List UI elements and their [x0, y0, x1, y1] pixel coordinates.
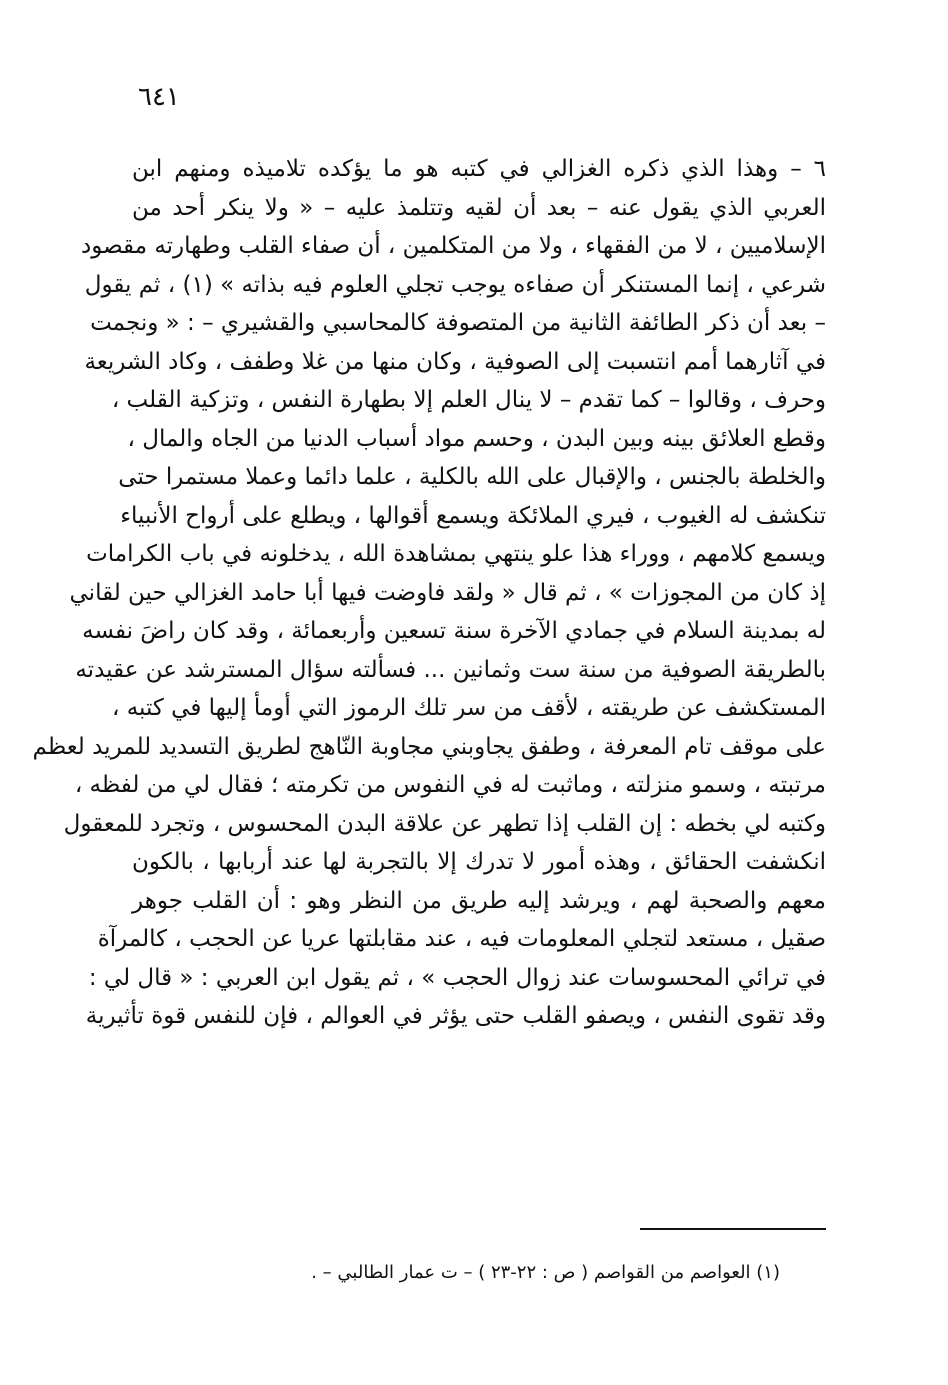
text-line: الإسلاميين ، لا من الفقهاء ، ولا من المتكلمين ، أن صفاء القلب وطهارته مقصود	[80, 233, 826, 259]
text-line: وقطع العلائق بينه وبين البدن ، وحسم مواد أسباب الدنيا من الجاه والمال ،	[127, 425, 826, 452]
footnote: (١) العواصم من القواصم ( ص : ٢٢-٢٣ ) – ت عمار الطالبي – .	[311, 1262, 780, 1283]
text-line: في ترائي المحسوسات عند زوال الحجب » ، ثم يقول ابن العربي : « قال لي :	[88, 964, 826, 991]
footnote-separator	[640, 1228, 826, 1230]
text-line: – بعد أن ذكر الطائفة الثانية من المتصوفة كالمحاسبي والقشيري – : « ونجمت	[90, 310, 826, 336]
text-line: في آثارهما أمم انتسبت إلى الصوفية ، وكان منها من غلا وطفف ، وكاد الشريعة	[84, 348, 826, 375]
text-line: ويسمع كلامهم ، ووراء هذا علو ينتهي بمشاهدة الله ، يدخلونه في باب الكرامات	[86, 541, 826, 567]
page-number: ٦٤١	[138, 82, 180, 112]
text-line: إذ كان من المجوزات » ، ثم قال « ولقد فاوضت فيها أبا حامد الغزالي حين لقاني	[69, 579, 826, 606]
text-line: والخلطة بالجنس ، والإقبال على الله بالكلية ، علما دائما وعملا مستمرا حتى	[118, 464, 826, 490]
text-line: تنكشف له الغيوب ، فيري الملائكة ويسمع أقوالها ، ويطلع على أرواح الأنبياء	[120, 502, 826, 529]
text-line: ٦ – وهذا الذي ذكره الغزالي في كتبه هو ما يؤكده تلاميذه ومنهم ابن	[132, 156, 826, 182]
text-line: على موقف تام المعرفة ، وطفق يجاوبني مجاوبة النّاهج لطريق التسديد للمريد لعظم	[32, 733, 826, 760]
text-line: وكتبه لي بخطه : إن القلب إذا تطهر عن علاقة البدن المحسوس ، وتجرد للمعقول	[63, 810, 826, 837]
text-line: وحرف ، وقالوا – كما تقدم – لا ينال العلم إلا بطهارة النفس ، وتزكية القلب ،	[111, 387, 826, 413]
text-line: انكشفت الحقائق ، وهذه أمور لا تدرك إلا بالتجربة لها عند أربابها ، بالكون	[132, 849, 826, 875]
text-line: المستكشف عن طريقته ، لأقف من سر تلك الرموز التي أومأ إليها في كتبه ،	[111, 695, 826, 721]
text-line: شرعي ، إنما المستنكر أن صفاءه يوجب تجلي العلوم فيه بذاته » (١) ، ثم يقول	[84, 271, 826, 298]
text-line: معهم والصحبة لهم ، ويرشد إليه طريق من النظر وهو : أن القلب جوهر	[132, 887, 826, 914]
text-line: وقد تقوى النفس ، ويصفو القلب حتى يؤثر في العوالم ، فإن للنفس قوة تأثيرية	[85, 1003, 826, 1029]
text-line: العربي الذي يقول عنه – بعد أن لقيه وتتلمذ عليه – « ولا ينكر أحد من	[132, 194, 826, 221]
text-line: له بمدينة السلام في جمادي الآخرة سنة تسعين وأربعمائة ، وقد كان راضَ نفسه	[82, 618, 826, 644]
body-text	[32, 150, 826, 1036]
text-line: بالطريقة الصوفية من سنة ست وثمانين ... فسألته سؤال المسترشد عن عقيدته	[75, 656, 826, 683]
text-line: صقيل ، مستعد لتجلي المعلومات فيه ، عند مقابلتها عريا عن الحجب ، كالمرآة	[97, 926, 826, 952]
text-line: مرتبته ، وسمو منزلته ، وماثبت له في النفوس من تكرمته ؛ فقال لي من لفظه ،	[74, 772, 826, 798]
